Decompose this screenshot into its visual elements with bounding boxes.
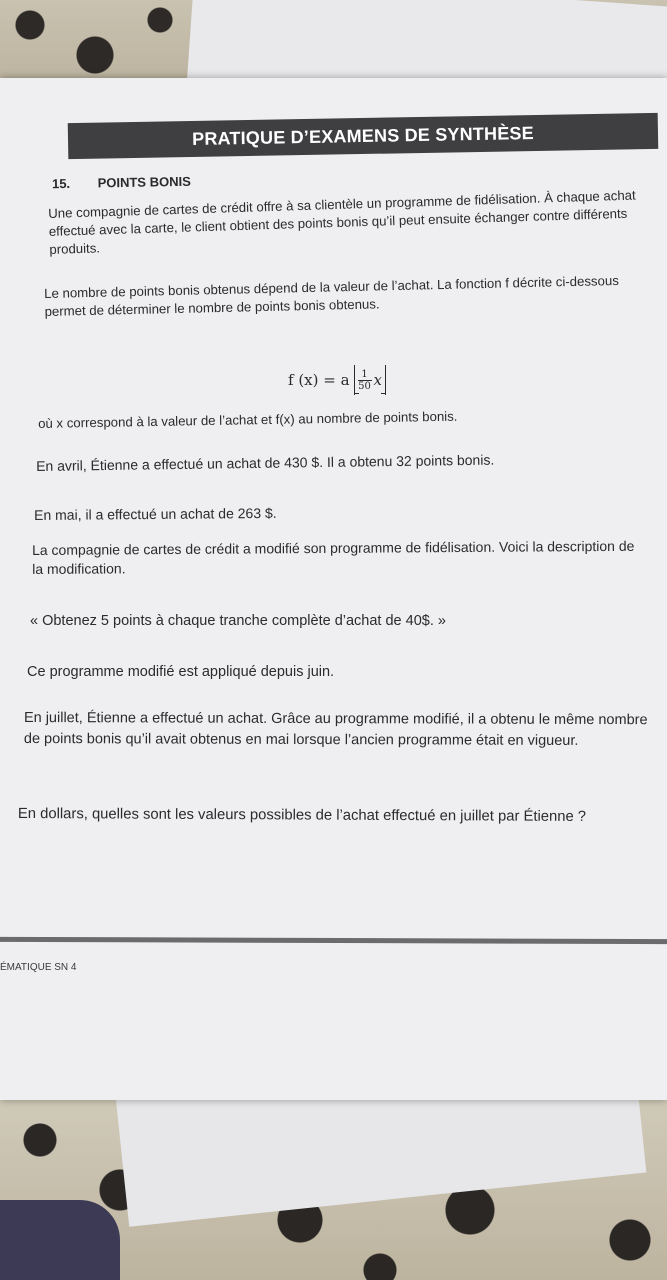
paragraph-question: En dollars, quelles sont les valeurs possibles de l’achat effectué en juillet par Étienne ? — [17, 806, 587, 825]
floor-bracket — [354, 365, 386, 395]
question-title: POINTS BONIS — [97, 173, 191, 191]
formula — [288, 365, 386, 395]
footer-label: ÉMATIQUE SN 4 — [0, 962, 77, 973]
fraction — [358, 369, 372, 392]
paragraph-modification: La compagnie de cartes de crédit a modifié son programme de fidélisation. Voici la description de la modification. — [32, 537, 635, 577]
fraction-denominator: 50 — [358, 380, 371, 392]
paragraph-definition: où x correspond à la valeur de l’achat et f(x) au nombre de points bonis. — [38, 408, 458, 431]
formula-variable: x — [373, 371, 382, 389]
cloth-corner — [0, 1200, 120, 1280]
paragraph-intro: Une compagnie de cartes de crédit offre à sa clientèle un programme de fidélisation. À chaque achat effectué avec la carte, le client obtient des points bonis qu’il peut ensuite échanger contre différents produits. — [48, 187, 636, 257]
paragraph-april: En avril, Étienne a effectué un achat de 430 $. Il a obtenu 32 points bonis. — [36, 451, 495, 474]
paragraph-may: En mai, il a effectué un achat de 263 $. — [34, 504, 277, 523]
formula-lhs: f (x) = a — [288, 371, 350, 389]
page-banner: PRATIQUE D’EXAMENS DE SYNTHÈSE — [68, 113, 659, 159]
paragraph-function: Le nombre de points bonis obtenus dépend de la valeur de l’achat. La fonction f décrite ci-dessous permet de déterminer le nombre de points bonis obtenus. — [44, 272, 619, 319]
paragraph-quote: « Obtenez 5 points à chaque tranche complète d’achat de 40$. » — [30, 613, 446, 629]
fraction-numerator: 1 — [361, 368, 368, 380]
exam-page — [0, 78, 667, 1100]
question-heading — [52, 174, 191, 191]
paragraph-june: Ce programme modifié est appliqué depuis juin. — [27, 664, 335, 680]
paragraph-july: En juillet, Étienne a effectué un achat. Grâce au programme modifié, il a obtenu le même nombre de points bonis qu’il avait obtenus en mai lorsque l’ancien programme était en vigueur. — [23, 710, 648, 749]
footer-divider — [0, 937, 667, 944]
question-number: 15. — [51, 175, 71, 192]
